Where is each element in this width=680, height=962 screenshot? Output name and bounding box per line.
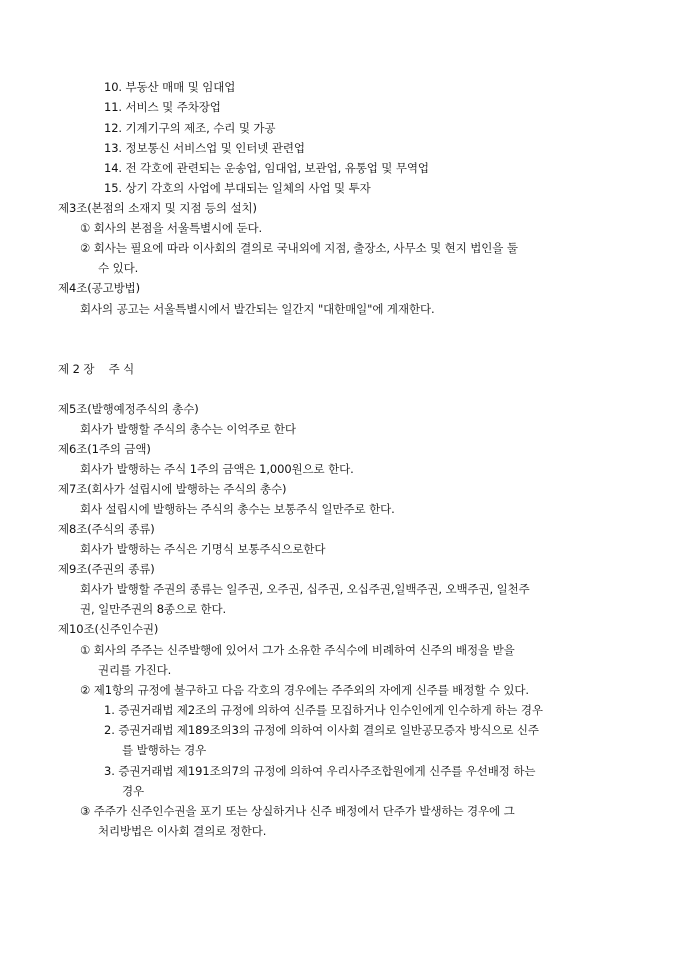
article-10-sub-3-line-1: 3. 증권거래법 제191조의7의 규정에 의하여 우리사주조합원에게 신주를 우선배정 하는 <box>104 764 536 778</box>
article-10-heading: 제10조(신주인수권) <box>58 622 159 636</box>
article-7-body: 회사 설립시에 발행하는 주식의 총수는 보통주식 일만주로 한다. <box>80 502 395 516</box>
article-10-para-3-line-1: ③ 주주가 신주인수권을 포기 또는 상실하거나 신주 배정에서 단주가 발생하는 경우에 그 <box>80 804 515 818</box>
article-10-para-3-line-2: 처리방법은 이사회 결의로 정한다. <box>98 824 267 838</box>
business-item-11: 11. 서비스 및 주차장업 <box>104 100 221 114</box>
article-6-body: 회사가 발행하는 주식 1주의 금액은 1,000원으로 한다. <box>80 462 354 476</box>
article-3-heading: 제3조(본점의 소재지 및 지점 등의 설치) <box>58 201 257 215</box>
article-9-body-line-2: 권, 일만주권의 8종으로 한다. <box>80 602 227 616</box>
article-3-item-1: ① 회사의 본점을 서울특별시에 둔다. <box>80 221 263 235</box>
article-5-heading: 제5조(발행예정주식의 총수) <box>58 402 199 416</box>
article-9-body-line-1: 회사가 발행할 주권의 종류는 일주권, 오주권, 십주권, 오십주권,일백주권, 오백주권, 일천주 <box>80 582 530 596</box>
article-9-heading: 제9조(주권의 종류) <box>58 562 155 576</box>
business-item-15: 15. 상기 각호의 사업에 부대되는 일체의 사업 및 투자 <box>104 181 371 195</box>
article-10-para-1-line-1: ① 회사의 주주는 신주발행에 있어서 그가 소유한 주식수에 비례하여 신주의 배정을 받을 <box>80 643 515 657</box>
article-10-sub-3-line-2: 경우 <box>122 784 145 798</box>
article-6-heading: 제6조(1주의 금액) <box>58 442 151 456</box>
chapter-2-title: 제 2 장 주 식 <box>58 362 135 376</box>
article-10-sub-1: 1. 증권거래법 제2조의 규정에 의하여 신주를 모집하거나 인수인에게 인수하게 하는 경우 <box>104 703 543 717</box>
article-5-body: 회사가 발행할 주식의 총수는 이억주로 한다 <box>80 422 296 436</box>
article-8-body: 회사가 발행하는 주식은 기명식 보통주식으로한다 <box>80 542 326 556</box>
business-item-10: 10. 부동산 매매 및 임대업 <box>104 80 236 94</box>
article-10-para-1-line-2: 권리를 가진다. <box>98 663 172 677</box>
business-item-13: 13. 정보통신 서비스업 및 인터넷 관련업 <box>104 141 305 155</box>
article-10-sub-2-line-2: 를 발행하는 경우 <box>122 743 207 757</box>
article-4-body: 회사의 공고는 서울특별시에서 발간되는 일간지 "대한매일"에 게재한다. <box>80 302 435 316</box>
article-4-heading: 제4조(공고방법) <box>58 281 141 295</box>
article-10-sub-2-line-1: 2. 증권거래법 제189조의3의 규정에 의하여 이사회 결의로 일반공모증자 방식으로 신주 <box>104 723 539 737</box>
article-10-para-2: ② 제1항의 규정에 불구하고 다음 각호의 경우에는 주주외의 자에게 신주를 배정할 수 있다. <box>80 683 529 697</box>
article-3-item-2-line-2: 수 있다. <box>98 261 139 275</box>
article-3-item-2-line-1: ② 회사는 필요에 따라 이사회의 결의로 국내외에 지점, 출장소, 사무소 및 현지 법인을 둘 <box>80 241 518 255</box>
business-item-14: 14. 전 각호에 관련되는 운송업, 임대업, 보관업, 유통업 및 무역업 <box>104 161 429 175</box>
business-item-12: 12. 기계기구의 제조, 수리 및 가공 <box>104 121 276 135</box>
article-8-heading: 제8조(주식의 종류) <box>58 522 155 536</box>
article-7-heading: 제7조(회사가 설립시에 발행하는 주식의 총수) <box>58 482 287 496</box>
